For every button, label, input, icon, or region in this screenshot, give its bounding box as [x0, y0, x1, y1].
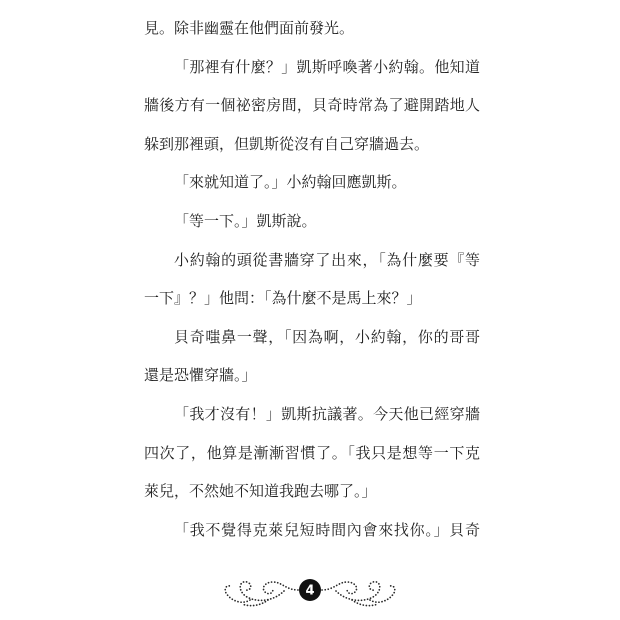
left-swirl-ornament — [225, 582, 298, 606]
page-ornament — [220, 570, 400, 610]
text-line: 萊兒，不然她不知道我跑去哪了。」 — [144, 482, 377, 501]
text-line: 躲到那裡頭，但凱斯從沒有自己穿牆過去。 — [144, 134, 430, 153]
text-line: 貝奇嗤鼻一聲，「因為啊，小約翰，你的哥哥 — [174, 327, 480, 346]
text-line: 見。除非幽靈在他們面前發光。 — [144, 19, 355, 37]
right-swirl-ornament — [322, 582, 395, 606]
text-line: 牆後方有一個祕密房間，貝奇時常為了避開踏地人 — [144, 96, 480, 115]
text-line: 一下』？」他問：「為什麼不是馬上來？」 — [144, 289, 422, 308]
text-line: 小約翰的頭從書牆穿了出來，「為什麼要『等 — [174, 250, 480, 269]
text-line: 「來就知道了。」小約翰回應凱斯。 — [174, 173, 407, 192]
body-text — [144, 9, 480, 549]
text-line: 四次了，他算是漸漸習慣了。「我只是想等一下克 — [144, 443, 480, 462]
text-line: 「我才沒有！」凱斯抗議著。今天他已經穿牆 — [174, 404, 480, 423]
text-line: 「等一下。」凱斯說。 — [174, 211, 317, 230]
page-number: 4 — [305, 583, 315, 599]
text-line: 「我不覺得克萊兒短時間內會來找你。」貝奇 — [174, 520, 480, 539]
text-line: 還是恐懼穿牆。」 — [144, 366, 257, 385]
text-line: 「那裡有什麼？」凱斯呼喚著小約翰。他知道 — [174, 57, 480, 76]
